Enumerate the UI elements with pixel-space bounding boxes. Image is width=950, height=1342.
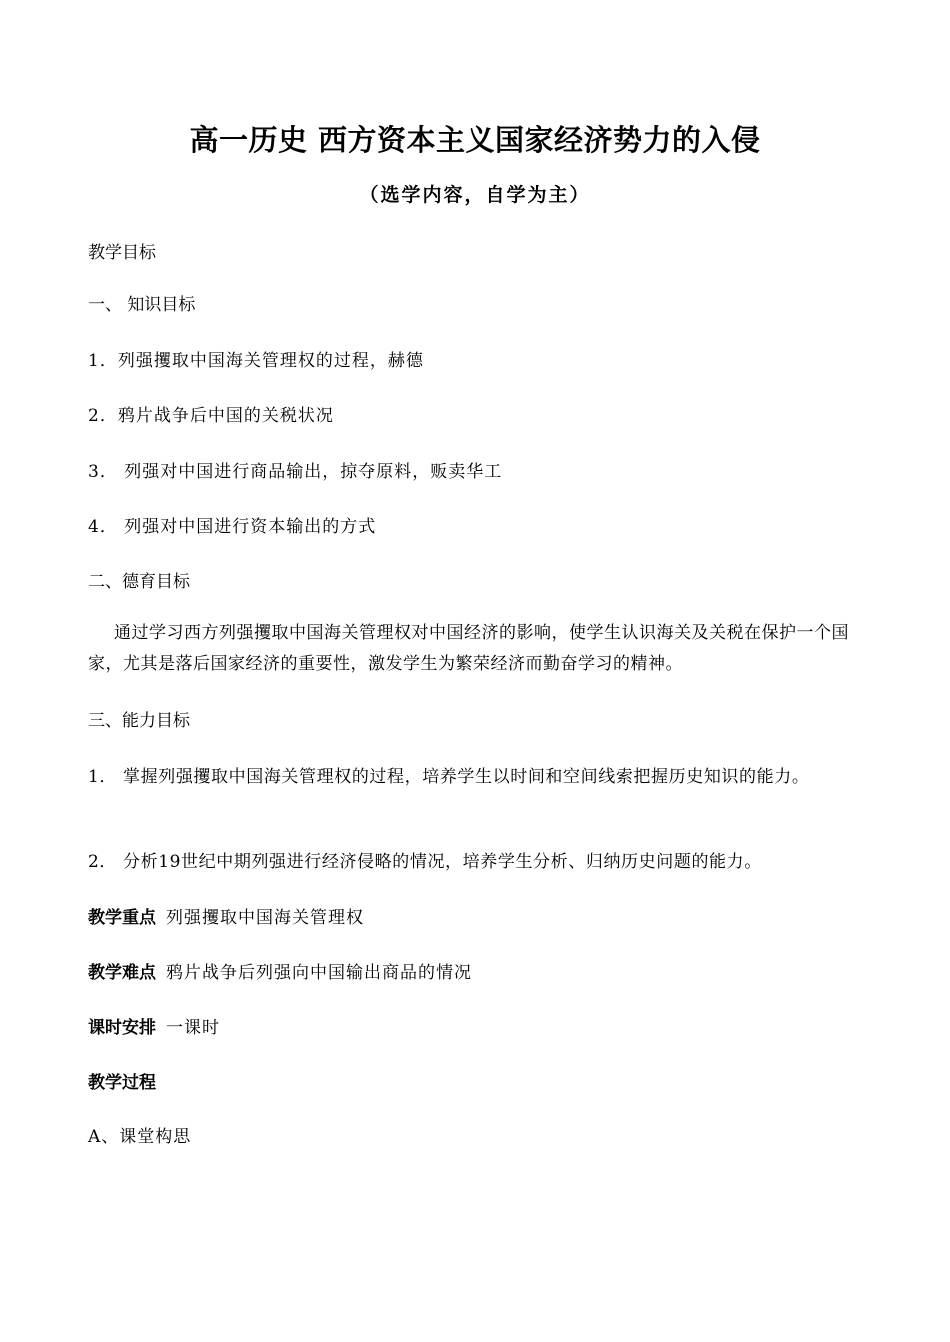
teaching-goals-heading: 教学目标 [88, 243, 156, 263]
key-point-row [88, 903, 364, 928]
moral-goals-heading: 二、德育目标 [88, 572, 190, 592]
knowledge-goal-item: 4． 列强对中国进行资本输出的方式 [88, 517, 377, 537]
knowledge-goals-heading: 一、 知识目标 [88, 295, 196, 315]
difficulty-row [88, 958, 472, 983]
ability-goal-item: 2． 分析19世纪中期列强进行经济侵略的情况，培养学生分析、归纳历史问题的能力。 [88, 852, 762, 872]
key-point-value: 列强攫取中国海关管理权 [166, 908, 364, 928]
difficulty-value: 鸦片战争后列强向中国输出商品的情况 [166, 963, 472, 983]
section-a-heading: A、课堂构思 [88, 1127, 192, 1147]
knowledge-goal-item: 2．鸦片战争后中国的关税状况 [88, 406, 334, 426]
schedule-value: 一课时 [166, 1018, 220, 1038]
schedule-label: 课时安排 [88, 1018, 156, 1038]
document-title: 高一历史 西方资本主义国家经济势力的入侵 [189, 123, 761, 157]
moral-goals-paragraph: 通过学习西方列强攫取中国海关管理权对中国经济的影响，使学生认识海关及关税在保护一个国家，尤其是落后国家经济的重要性，激发学生为繁荣经济而勤奋学习的精神。 [88, 623, 849, 674]
process-heading: 教学过程 [88, 1073, 156, 1093]
knowledge-goal-item: 1．列强攫取中国海关管理权的过程，赫德 [88, 351, 424, 371]
knowledge-goal-item: 3． 列强对中国进行商品输出，掠夺原料，贩卖华工 [88, 462, 503, 482]
ability-goal-item: 1． 掌握列强攫取中国海关管理权的过程，培养学生以时间和空间线索把握历史知识的能力。 [88, 767, 810, 787]
ability-goals-heading: 三、能力目标 [88, 711, 190, 731]
key-point-label: 教学重点 [88, 908, 156, 928]
difficulty-label: 教学难点 [88, 963, 156, 983]
document-subtitle: （选学内容，自学为主） [359, 184, 591, 206]
schedule-row [88, 1013, 220, 1038]
